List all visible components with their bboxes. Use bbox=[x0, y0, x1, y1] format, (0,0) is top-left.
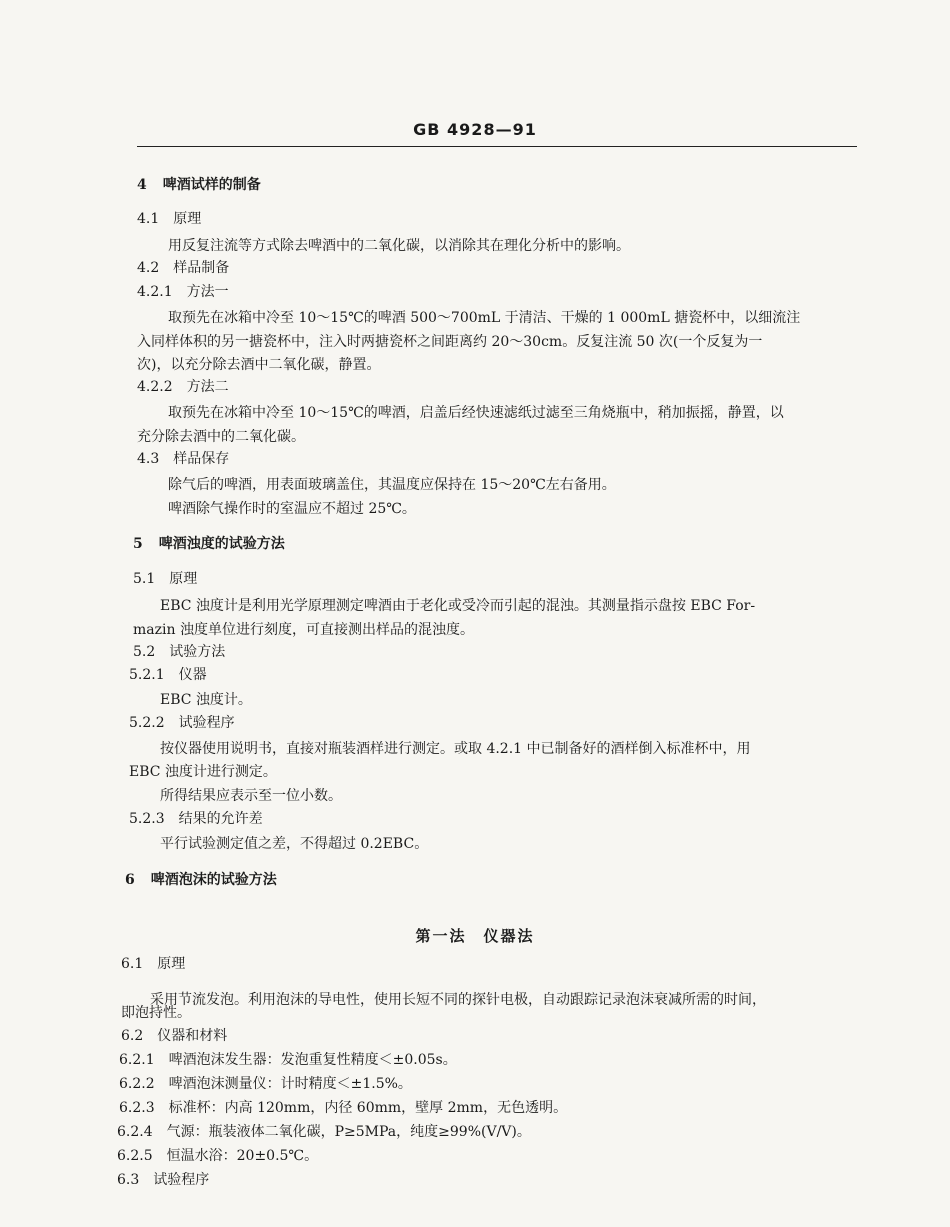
section-number: 6.2.1 bbox=[119, 1052, 155, 1068]
section-number: 6.2.4 bbox=[117, 1124, 153, 1140]
section-number: 4.3 bbox=[137, 451, 160, 467]
section-number: 4.2.2 bbox=[137, 379, 173, 395]
section-number: 6.2 bbox=[121, 1028, 144, 1044]
method-one-title: 第一法 仪器法 bbox=[415, 927, 535, 945]
section-number: 5.2.3 bbox=[129, 811, 165, 827]
section-title: 试验程序 bbox=[178, 715, 235, 731]
paragraph-line: 充分除去酒中的二氧化碳。 bbox=[137, 429, 305, 445]
section-title: 仪器和材料 bbox=[157, 1028, 228, 1044]
section-4-2-1-heading bbox=[137, 282, 229, 302]
section-number: 4.2 bbox=[137, 260, 160, 276]
list-item bbox=[119, 1074, 412, 1094]
page-header: GB 4928—91 bbox=[413, 120, 537, 139]
paragraph-line: 采用节流发泡。利用泡沫的导电性，使用长短不同的探针电极，自动跟踪记录泡沫衰减所需的时间， bbox=[150, 992, 766, 1008]
section-number: 4.2.1 bbox=[137, 284, 173, 300]
section-number: 5 bbox=[133, 536, 143, 552]
list-item bbox=[119, 1098, 567, 1118]
list-item bbox=[117, 1146, 318, 1166]
item-text: 啤酒泡沫测量仪：计时精度＜±1.5%。 bbox=[168, 1076, 412, 1092]
section-title: 结果的允许差 bbox=[178, 811, 263, 827]
section-title: 样品保存 bbox=[173, 451, 230, 467]
section-title: 啤酒浊度的试验方法 bbox=[158, 536, 285, 552]
item-text: 恒温水浴：20±0.5℃。 bbox=[166, 1148, 319, 1164]
item-text: 啤酒泡沫发生器：发泡重复性精度＜±0.05s。 bbox=[168, 1052, 457, 1068]
section-6-2-heading bbox=[121, 1026, 227, 1046]
section-5-2-2-heading bbox=[129, 713, 235, 733]
section-6-3-heading bbox=[117, 1170, 209, 1190]
section-4-2-heading bbox=[137, 258, 229, 278]
paragraph-line: 入同样体积的另一搪瓷杯中，注入时两搪瓷杯之间距离约 20～30cm。反复注流 50 次(一个反复为一 bbox=[137, 334, 763, 350]
paragraph-line: 按仪器使用说明书，直接对瓶装酒样进行测定。或取 4.2.1 中已制备好的酒样倒入标准杯中，用 bbox=[160, 741, 751, 757]
section-6-1-heading bbox=[121, 954, 185, 974]
section-number: 4 bbox=[137, 177, 147, 193]
paragraph-line: 啤酒除气操作时的室温应不超过 25℃。 bbox=[168, 501, 416, 517]
section-number: 6.2.2 bbox=[119, 1076, 155, 1092]
section-title: 原理 bbox=[169, 571, 198, 587]
list-item bbox=[117, 1122, 531, 1142]
section-title: 试验程序 bbox=[153, 1172, 210, 1188]
paragraph-line: 除气后的啤酒，用表面玻璃盖住，其温度应保持在 15～20℃左右备用。 bbox=[168, 477, 616, 493]
section-title: 原理 bbox=[157, 956, 186, 972]
section-number: 6.2.3 bbox=[119, 1100, 155, 1116]
section-title: 仪器 bbox=[178, 667, 207, 683]
item-text: 气源：瓶装液体二氧化碳，P≥5MPa，纯度≥99%(V/V)。 bbox=[166, 1124, 531, 1140]
section-number: 6.3 bbox=[117, 1172, 140, 1188]
section-5-2-1-heading bbox=[129, 665, 207, 685]
section-title: 方法二 bbox=[186, 379, 229, 395]
section-number: 5.2.1 bbox=[129, 667, 165, 683]
section-4-3-heading bbox=[137, 449, 229, 469]
section-5-1-heading bbox=[133, 569, 197, 589]
paragraph-line: EBC 浊度计。 bbox=[160, 692, 252, 708]
section-number: 6 bbox=[125, 872, 135, 888]
section-number: 5.2 bbox=[133, 644, 156, 660]
section-number: 4.1 bbox=[137, 211, 160, 227]
paragraph-line: EBC 浊度计是利用光学原理测定啤酒由于老化或受冷而引起的混浊。其测量指示盘按 EBC For- bbox=[160, 598, 756, 614]
section-title: 方法一 bbox=[186, 284, 229, 300]
paragraph-line: EBC 浊度计进行测定。 bbox=[129, 764, 277, 780]
section-number: 6.2.5 bbox=[117, 1148, 153, 1164]
section-title: 啤酒试样的制备 bbox=[162, 177, 261, 193]
section-number: 5.2.2 bbox=[129, 715, 165, 731]
paragraph-line: 取预先在冰箱中冷至 10～15℃的啤酒 500～700mL 于清洁、干燥的 1 000mL 搪瓷杯中，以细流注 bbox=[168, 310, 801, 326]
item-text: 标准杯：内高 120mm，内径 60mm，壁厚 2mm，无色透明。 bbox=[168, 1100, 568, 1116]
section-number: 6.1 bbox=[121, 956, 144, 972]
section-title: 啤酒泡沫的试验方法 bbox=[150, 872, 277, 888]
section-4-heading bbox=[137, 175, 261, 195]
section-6-heading bbox=[125, 870, 277, 890]
paragraph-line: 即泡持性。 bbox=[121, 1005, 191, 1021]
section-number: 5.1 bbox=[133, 571, 156, 587]
section-title: 样品制备 bbox=[173, 260, 230, 276]
section-title: 试验方法 bbox=[169, 644, 226, 660]
paragraph-line: mazin 浊度单位进行刻度，可直接测出样品的混浊度。 bbox=[133, 622, 474, 638]
paragraph-line: 次)，以充分除去酒中二氧化碳，静置。 bbox=[137, 357, 381, 373]
section-5-heading bbox=[133, 534, 285, 554]
paragraph-line: 所得结果应表示至一位小数。 bbox=[160, 788, 342, 804]
section-title: 原理 bbox=[173, 211, 202, 227]
header-rule bbox=[137, 146, 857, 147]
section-5-2-heading bbox=[133, 642, 225, 662]
section-4-2-2-heading bbox=[137, 377, 229, 397]
paragraph-line: 用反复注流等方式除去啤酒中的二氧化碳，以消除其在理化分析中的影响。 bbox=[168, 238, 630, 254]
list-item bbox=[119, 1050, 457, 1070]
section-5-2-3-heading bbox=[129, 809, 263, 829]
paragraph-line: 取预先在冰箱中冷至 10～15℃的啤酒，启盖后经快速滤纸过滤至三角烧瓶中，稍加振摇，静置，以 bbox=[168, 405, 784, 421]
paragraph-line: 平行试验测定值之差，不得超过 0.2EBC。 bbox=[160, 836, 429, 852]
section-4-1-heading bbox=[137, 209, 201, 229]
